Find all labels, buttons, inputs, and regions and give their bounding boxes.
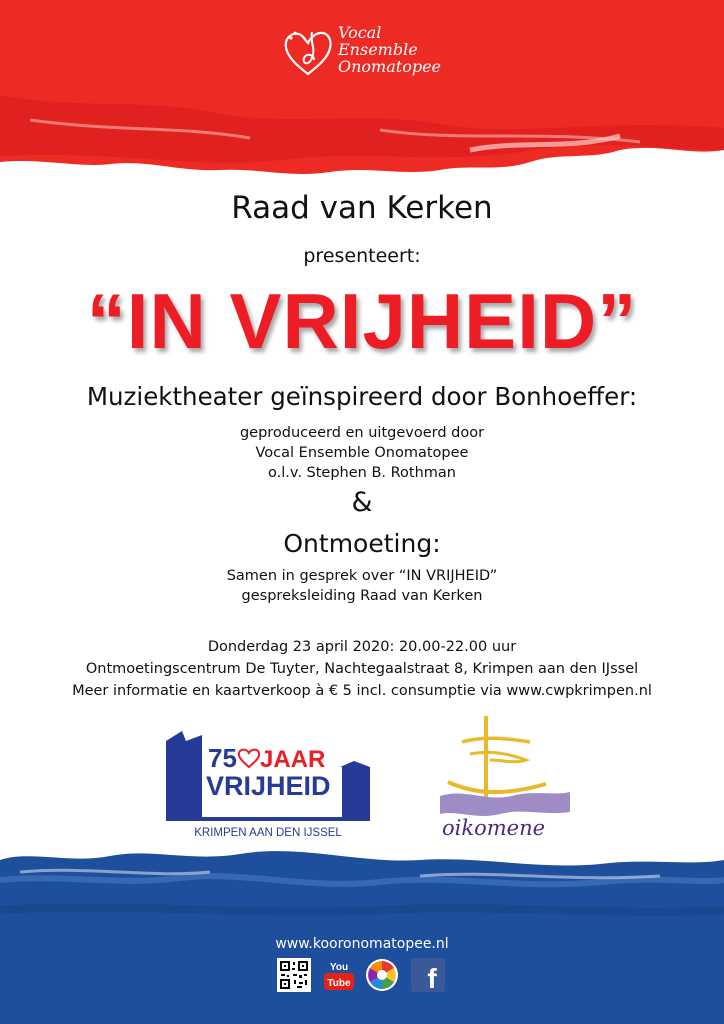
facebook-icon[interactable] xyxy=(411,958,445,992)
logo-75-word2: VRIJHEID xyxy=(206,771,331,801)
event-datetime: Donderdag 23 april 2020: 20.00-22.00 uur xyxy=(207,639,517,655)
qr-code-icon[interactable] xyxy=(277,958,311,992)
ensemble-name-line3: Onomatopee xyxy=(338,57,442,76)
production-line2: Vocal Ensemble Onomatopee xyxy=(255,445,469,461)
organizer-heading: Raad van Kerken xyxy=(231,190,493,226)
oikomene-text: oikomene xyxy=(442,816,546,840)
ensemble-name-line2: Ensemble xyxy=(338,40,418,59)
subtitle: Muziektheater geïnspireerd door Bonhoeffer: xyxy=(86,382,638,411)
meeting-line1: Samen in gesprek over “IN VRIJHEID” xyxy=(226,568,498,584)
photo-gallery-icon[interactable] xyxy=(365,958,399,992)
meeting-info xyxy=(0,566,724,606)
youtube-icon[interactable] xyxy=(322,958,356,992)
meeting-heading: Ontmoeting: xyxy=(283,529,441,558)
presents-text: presenteert: xyxy=(303,245,421,267)
heart-outline-icon xyxy=(239,750,259,767)
heart-clef-icon xyxy=(282,28,334,78)
event-tickets: Meer informatie en kaartverkoop à € 5 incl. consumptie via www.cwpkrimpen.nl xyxy=(72,683,652,699)
footer-url[interactable]: www.kooronomatopee.nl xyxy=(275,936,449,952)
ensemble-name xyxy=(338,24,441,75)
youtube-you-text: You xyxy=(329,962,349,973)
logo-75-number: 75 xyxy=(208,743,237,773)
ensemble-logo xyxy=(282,22,452,84)
youtube-tube-text: Tube xyxy=(327,978,351,989)
logo-75-place: KRIMPEN AAN DEN IJSSEL xyxy=(194,827,342,839)
oikomene-boat-icon xyxy=(434,712,574,822)
social-icons xyxy=(277,958,447,994)
event-location: Ontmoetingscentrum De Tuyter, Nachtegaalstraat 8, Krimpen aan den IJssel xyxy=(85,661,639,677)
event-details xyxy=(0,636,724,702)
ensemble-name-line1: Vocal xyxy=(338,23,382,42)
production-line1: geproduceerd en uitgevoerd door xyxy=(239,425,485,441)
facebook-letter: f xyxy=(427,963,437,992)
production-credits xyxy=(0,423,724,483)
production-line3: o.l.v. Stephen B. Rothman xyxy=(268,465,456,481)
ampersand: & xyxy=(351,487,373,518)
meeting-line2: gespreksleiding Raad van Kerken xyxy=(241,588,483,604)
logo-75-word1: JAAR xyxy=(260,746,326,773)
main-title: “IN VRIJHEID” xyxy=(86,277,638,365)
